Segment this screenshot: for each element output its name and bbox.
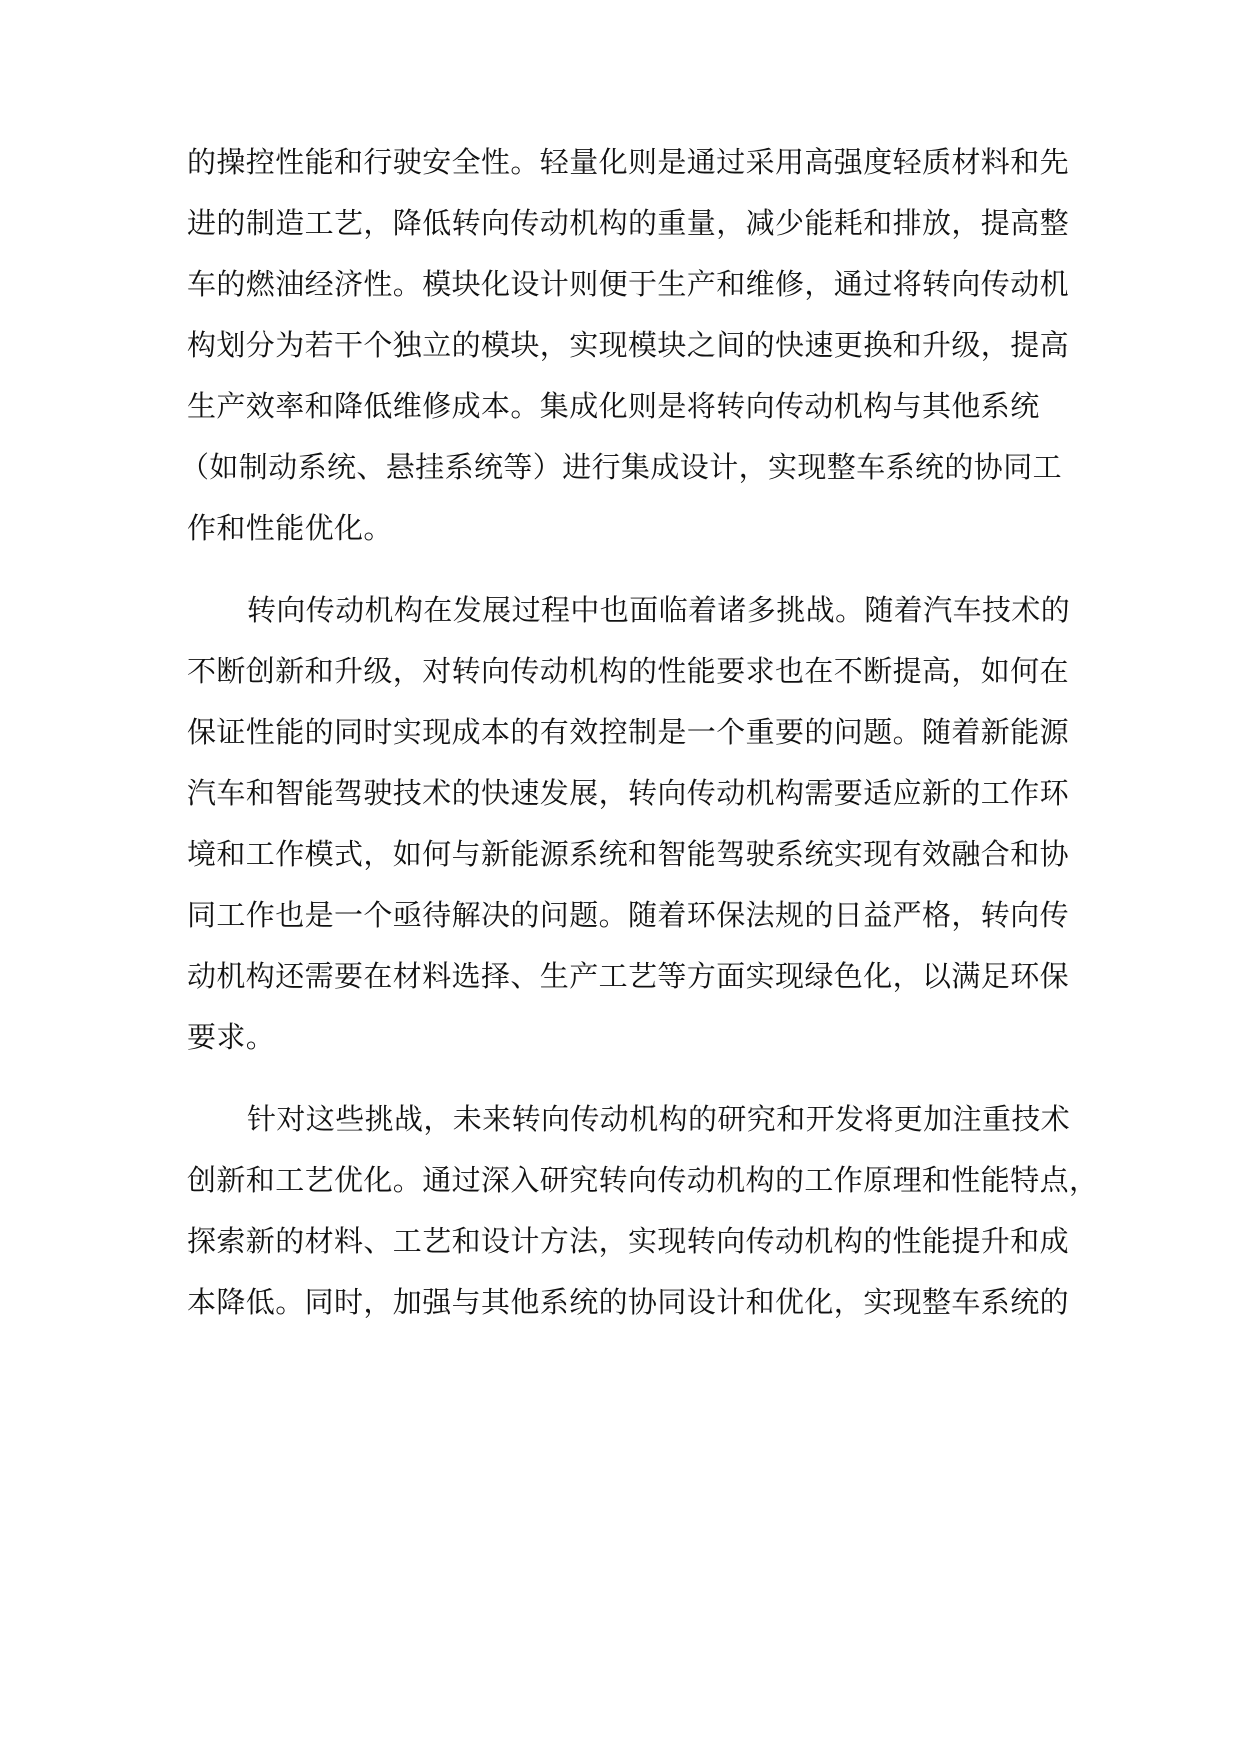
text-line: 针对这些挑战，未来转向传动机构的研究和开发将更加注重技术 [247, 1102, 1071, 1136]
text-line: 的操控性能和行驶安全性。轻量化则是通过采用高强度轻质材料和先 [187, 145, 1070, 179]
text-line: 不断创新和升级，对转向传动机构的性能要求也在不断提高，如何在 [187, 654, 1070, 688]
text-line: 创新和工艺优化。通过深入研究转向传动机构的工作原理和性能特点， [187, 1163, 1099, 1197]
text-line: 构划分为若干个独立的模块，实现模块之间的快速更换和升级，提高 [187, 328, 1070, 362]
text-line: 车的燃油经济性。模块化设计则便于生产和维修，通过将转向传动机 [187, 267, 1070, 301]
text-line: 作和性能优化。 [187, 511, 393, 545]
text-line: 汽车和智能驾驶技术的快速发展，转向传动机构需要适应新的工作环 [187, 776, 1070, 810]
text-line: 本降低。同时，加强与其他系统的协同设计和优化，实现整车系统的 [187, 1285, 1070, 1319]
text-line: （如制动系统、悬挂系统等）进行集成设计，实现整车系统的协同工 [180, 450, 1063, 484]
text-line: 探索新的材料、工艺和设计方法，实现转向传动机构的性能提升和成 [187, 1224, 1070, 1258]
text-line: 转向传动机构在发展过程中也面临着诸多挑战。随着汽车技术的 [247, 593, 1071, 627]
text-line: 进的制造工艺，降低转向传动机构的重量，减少能耗和排放，提高整 [187, 206, 1070, 240]
text-line: 动机构还需要在材料选择、生产工艺等方面实现绿色化，以满足环保 [187, 959, 1070, 993]
text-line: 生产效率和降低维修成本。集成化则是将转向传动机构与其他系统 [187, 389, 1040, 423]
text-line: 要求。 [187, 1020, 276, 1054]
text-line: 境和工作模式，如何与新能源系统和智能驾驶系统实现有效融合和协 [187, 837, 1070, 871]
text-line: 保证性能的同时实现成本的有效控制是一个重要的问题。随着新能源 [187, 715, 1070, 749]
text-line: 同工作也是一个亟待解决的问题。随着环保法规的日益严格，转向传 [187, 898, 1070, 932]
